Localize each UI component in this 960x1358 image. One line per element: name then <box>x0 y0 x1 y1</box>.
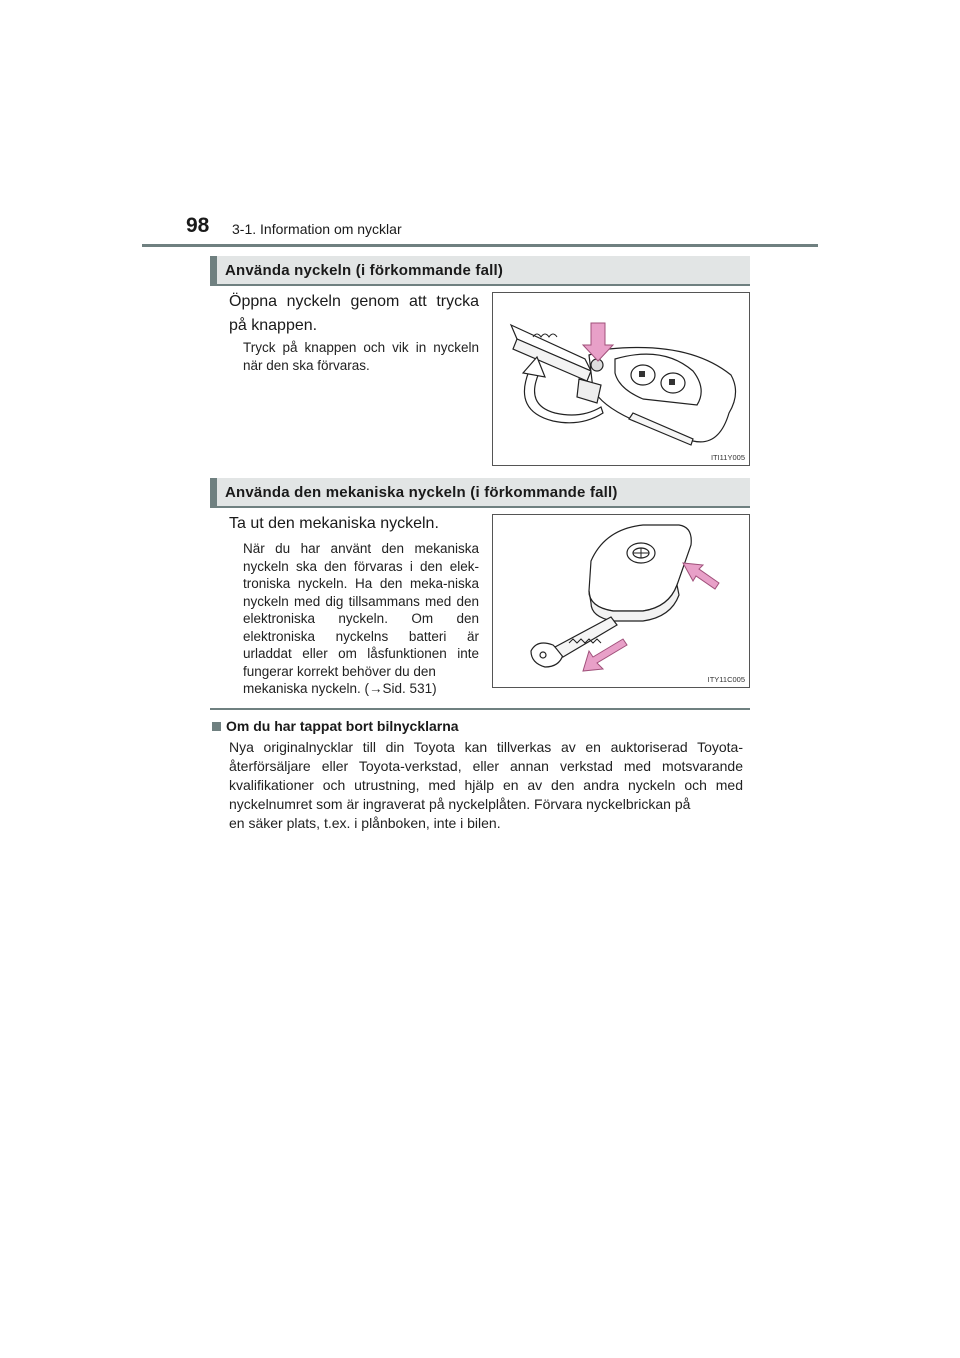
info-body: Nya originalnycklar till din Toyota kan tillverkas av en auktoriserad Toyota-återförsäljare eller Toyota-verkstad, eller annan verkstad med motsvarande kvalifikationer och utrustning, med hjälp en av den andra nyckeln och med nyckelnumret som är ingraverat på nyckelplåten. Förvara nyckelbrickan på <box>229 739 743 812</box>
instruction-text: Ta ut den mekaniska nyckeln. <box>229 515 439 532</box>
flip-key-drawing <box>493 293 749 465</box>
section-divider <box>210 708 750 710</box>
flip-key-illustration <box>492 292 750 466</box>
heading-accent <box>210 256 217 284</box>
info-last-line: en säker plats, t.ex. i plånboken, inte i bilen. <box>229 815 501 831</box>
note-body: När du har använt den mekaniska nyckeln ska den förvaras i den elek-troniska nyckeln. Ha den meka-niska nyckeln med dig tillsammans med den elektroniska nyckeln. Om den elektroniska nyckelns batteri är urladdat eller om låsfunktionen inte fungerar korrekt behöver du den <box>243 541 479 679</box>
chapter-title: 3-1. Information om nycklar <box>232 221 402 237</box>
header-divider <box>142 244 818 247</box>
instruction-note <box>243 540 479 698</box>
info-heading <box>212 718 459 734</box>
instruction-text: Öppna nyckeln genom att trycka på knappen. <box>229 293 479 334</box>
instruction-note: Tryck på knappen och vik in nyckeln när den ska förvaras. <box>243 340 479 373</box>
section-title: Använda nyckeln (i förkommande fall) <box>225 262 504 279</box>
figure-code: ITY11C005 <box>707 675 745 684</box>
section-heading-bar <box>210 478 750 508</box>
square-bullet-icon <box>212 722 221 731</box>
section-heading-bar <box>210 256 750 286</box>
smart-key-illustration <box>492 514 750 688</box>
page-number: 98 <box>186 214 210 237</box>
figure-code: ITI11Y005 <box>710 453 745 462</box>
note-last-line: mekaniska nyckeln. (→Sid. 531) <box>243 681 437 696</box>
info-paragraph <box>229 738 743 833</box>
info-heading-text: Om du har tappat bort bilnycklarna <box>226 718 459 734</box>
section-title: Använda den mekaniska nyckeln (i förkommande fall) <box>225 484 618 501</box>
heading-accent <box>210 478 217 506</box>
smart-key-drawing <box>493 515 749 687</box>
